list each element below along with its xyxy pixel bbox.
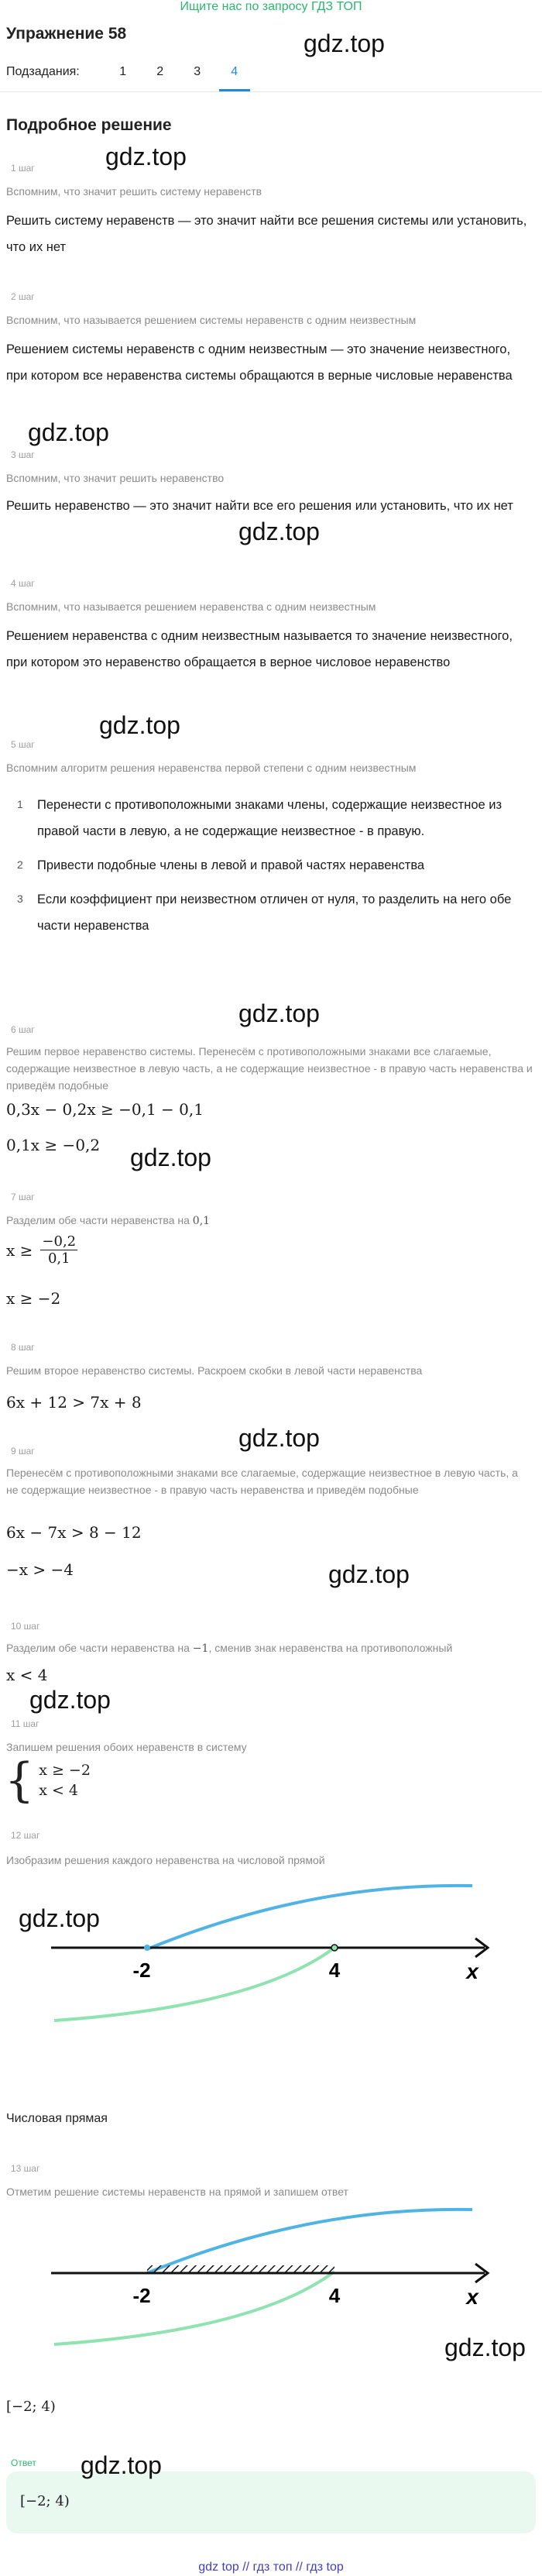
tick-label-a: -2 xyxy=(132,2284,151,2307)
math-line xyxy=(6,1233,77,1267)
step-label: 10 шаг xyxy=(11,1621,40,1632)
math-line: 0,1x ≥ −0,2 xyxy=(6,1136,101,1154)
watermark: gdz.top xyxy=(238,518,320,545)
system-line: x ≥ −2 xyxy=(39,1762,91,1779)
watermark: gdz.top xyxy=(29,1686,111,1714)
math-line: x < 4 xyxy=(6,1666,48,1684)
step-note: Решим второе неравенство системы. Раскроем скобки в левой части неравенства xyxy=(6,1364,423,1377)
step-text: Решить неравенство — это значит найти все его решения или установить, что их нет xyxy=(6,499,513,513)
step-note: Вспомним, что значит решить систему неравенств xyxy=(6,185,262,198)
step-label: 6 шаг xyxy=(11,1024,35,1035)
solution-arc-lower xyxy=(54,1948,334,2021)
list-item xyxy=(17,852,533,879)
watermark: gdz.top xyxy=(304,29,385,57)
solution-arc-upper xyxy=(147,2210,472,2273)
list-number: 2 xyxy=(17,858,23,871)
curly-brace: { xyxy=(5,1753,35,1807)
list-text: Если коэффициент при неизвестном отличен от нуля, то разделить на него обе части неравенства xyxy=(37,892,512,933)
step-label: 7 шаг xyxy=(11,1192,35,1202)
step-label: 8 шаг xyxy=(11,1342,35,1353)
math-left: x ≥ xyxy=(6,1240,33,1260)
solution-arc-upper xyxy=(147,1886,472,1949)
step-note xyxy=(6,1212,533,1230)
watermark: gdz.top xyxy=(328,1560,410,1588)
list-text: Перенести с противоположными знаками члены, содержащие неизвестное из правой части в левую, а не содержащие неизвестное - в правую. xyxy=(37,798,503,838)
tick-label-a: -2 xyxy=(132,1959,151,1982)
watermark: gdz.top xyxy=(130,1144,211,1171)
math-line: 6x + 12 > 7x + 8 xyxy=(6,1393,142,1412)
step-label: 4 шаг xyxy=(11,578,35,589)
watermark: gdz.top xyxy=(238,1424,320,1452)
fraction xyxy=(40,1233,77,1267)
answer-value: [−2; 4) xyxy=(20,2493,70,2509)
answer-box xyxy=(6,2471,536,2533)
step-label: 3 шаг xyxy=(11,449,35,460)
step-label: 11 шаг xyxy=(11,1718,39,1729)
result-interval: [−2; 4) xyxy=(6,2399,56,2415)
watermark: gdz.top xyxy=(81,2451,162,2479)
step-note xyxy=(6,1639,533,1657)
step-label: 13 шаг xyxy=(11,2163,40,2174)
tab-subtask-1[interactable]: 1 xyxy=(119,65,127,78)
point-b xyxy=(331,1945,338,1951)
system-line: x < 4 xyxy=(39,1782,78,1799)
step-label: 9 шаг xyxy=(11,1446,35,1457)
watermark: gdz.top xyxy=(238,999,320,1027)
step-label: 5 шаг xyxy=(11,739,35,750)
ordered-list xyxy=(17,792,533,939)
fraction-denominator: 0,1 xyxy=(47,1250,70,1267)
watermark: gdz.top xyxy=(99,711,180,739)
watermark: gdz.top xyxy=(444,2334,526,2361)
step-note-text: Разделим обе части неравенства на xyxy=(6,1642,190,1654)
tab-subtask-2[interactable]: 2 xyxy=(156,65,164,78)
point-a xyxy=(144,1945,150,1951)
watermark: gdz.top xyxy=(19,1904,100,1932)
step-note: Изобразим решения каждого неравенства на числовой прямой xyxy=(6,1854,325,1866)
promo-banner[interactable]: Ищите нас по запросу ГДЗ ТОП xyxy=(180,0,362,13)
step-note: Запишем решения обоих неравенств в систему xyxy=(6,1741,247,1753)
step-note: Вспомним, что называется решением системы неравенств с одним неизвестным xyxy=(6,314,417,326)
figure-caption: Числовая прямая xyxy=(6,2112,108,2125)
math-line: −x > −4 xyxy=(6,1560,74,1579)
number-line-solution-diagram xyxy=(0,2206,542,2354)
list-number: 3 xyxy=(17,892,23,905)
step-text: Решить систему неравенств — это значит найти все решения системы или установить, что их нет xyxy=(6,214,527,254)
math-line: 0,3x − 0,2x ≥ −0,1 − 0,1 xyxy=(6,1100,204,1119)
solution-heading: Подробное решение xyxy=(6,116,172,134)
step-text: Решением неравенства с одним неизвестным называется то значение неизвестного, при котором это неравенство обращается в верное числовое неравенство xyxy=(6,629,513,669)
step-note-text: Разделим обе части неравенства на xyxy=(6,1214,190,1226)
solution-arc-lower xyxy=(54,2272,334,2344)
step-note: Решим первое неравенство системы. Перенесём с противоположными знаками все слагаемые, содержащие неизвестное в левую часть, а не содержащие неизвестное - в правую часть неравенства и приведём подобные xyxy=(6,1045,533,1092)
step-label: 12 шаг xyxy=(11,1830,40,1841)
step-note: Отметим решение системы неравенств на прямой и запишем ответ xyxy=(6,2186,348,2198)
tick-label-b: 4 xyxy=(328,2284,341,2307)
tick-label-b: 4 xyxy=(328,1959,341,1982)
math-line: x ≥ −2 xyxy=(6,1289,61,1308)
step-note-text: , сменив знак неравенства на противоположный xyxy=(208,1642,453,1654)
tab-subtask-3[interactable]: 3 xyxy=(194,65,201,78)
footer-links[interactable]: gdz top // гдз топ // гдз top xyxy=(198,2561,344,2574)
list-number: 1 xyxy=(17,798,23,810)
divider xyxy=(0,91,542,92)
list-item xyxy=(17,792,533,844)
system-lines xyxy=(39,1760,91,1800)
list-text: Привести подобные члены в левой и правой частях неравенства xyxy=(37,858,425,872)
step-text: Решением системы неравенств с одним неизвестным — это значение неизвестного, при котором все неравенства системы обращаются в верные числовые неравенства xyxy=(6,342,513,383)
step-note: Перенесём с противоположными знаками все слагаемые, содержащие неизвестное в левую часть, а не содержащие неизвестное - в правую часть неравенства и приведём подобные xyxy=(6,1467,518,1496)
watermark: gdz.top xyxy=(105,143,187,170)
system-of-inequalities xyxy=(5,1753,91,1807)
subtasks-label: Подзадания: xyxy=(6,65,80,78)
step-label: 1 шаг xyxy=(11,163,35,174)
step-note: Вспомним, что значит решить неравенство xyxy=(6,472,225,484)
tab-subtask-4[interactable]: 4 xyxy=(216,65,253,79)
exercise-title: Упражнение 58 xyxy=(6,25,127,43)
step-note: Вспомним, что называется решением неравенства с одним неизвестным xyxy=(6,600,376,613)
axis-variable-label: x xyxy=(466,2285,479,2309)
list-item xyxy=(17,886,533,939)
math-line: 6x − 7x > 8 − 12 xyxy=(6,1523,142,1542)
note-math: −1 xyxy=(192,1642,209,1655)
step-note: Вспомним алгоритм решения неравенства первой степени с одним неизвестным xyxy=(6,762,417,774)
axis-variable-label: x xyxy=(466,1959,479,1983)
note-math: 0,1 xyxy=(192,1215,211,1227)
subtasks-nav xyxy=(6,65,253,79)
answer-label: Ответ xyxy=(11,2457,36,2468)
watermark: gdz.top xyxy=(28,418,109,446)
step-label: 2 шаг xyxy=(11,291,35,302)
fraction-numerator: −0,2 xyxy=(42,1233,77,1250)
